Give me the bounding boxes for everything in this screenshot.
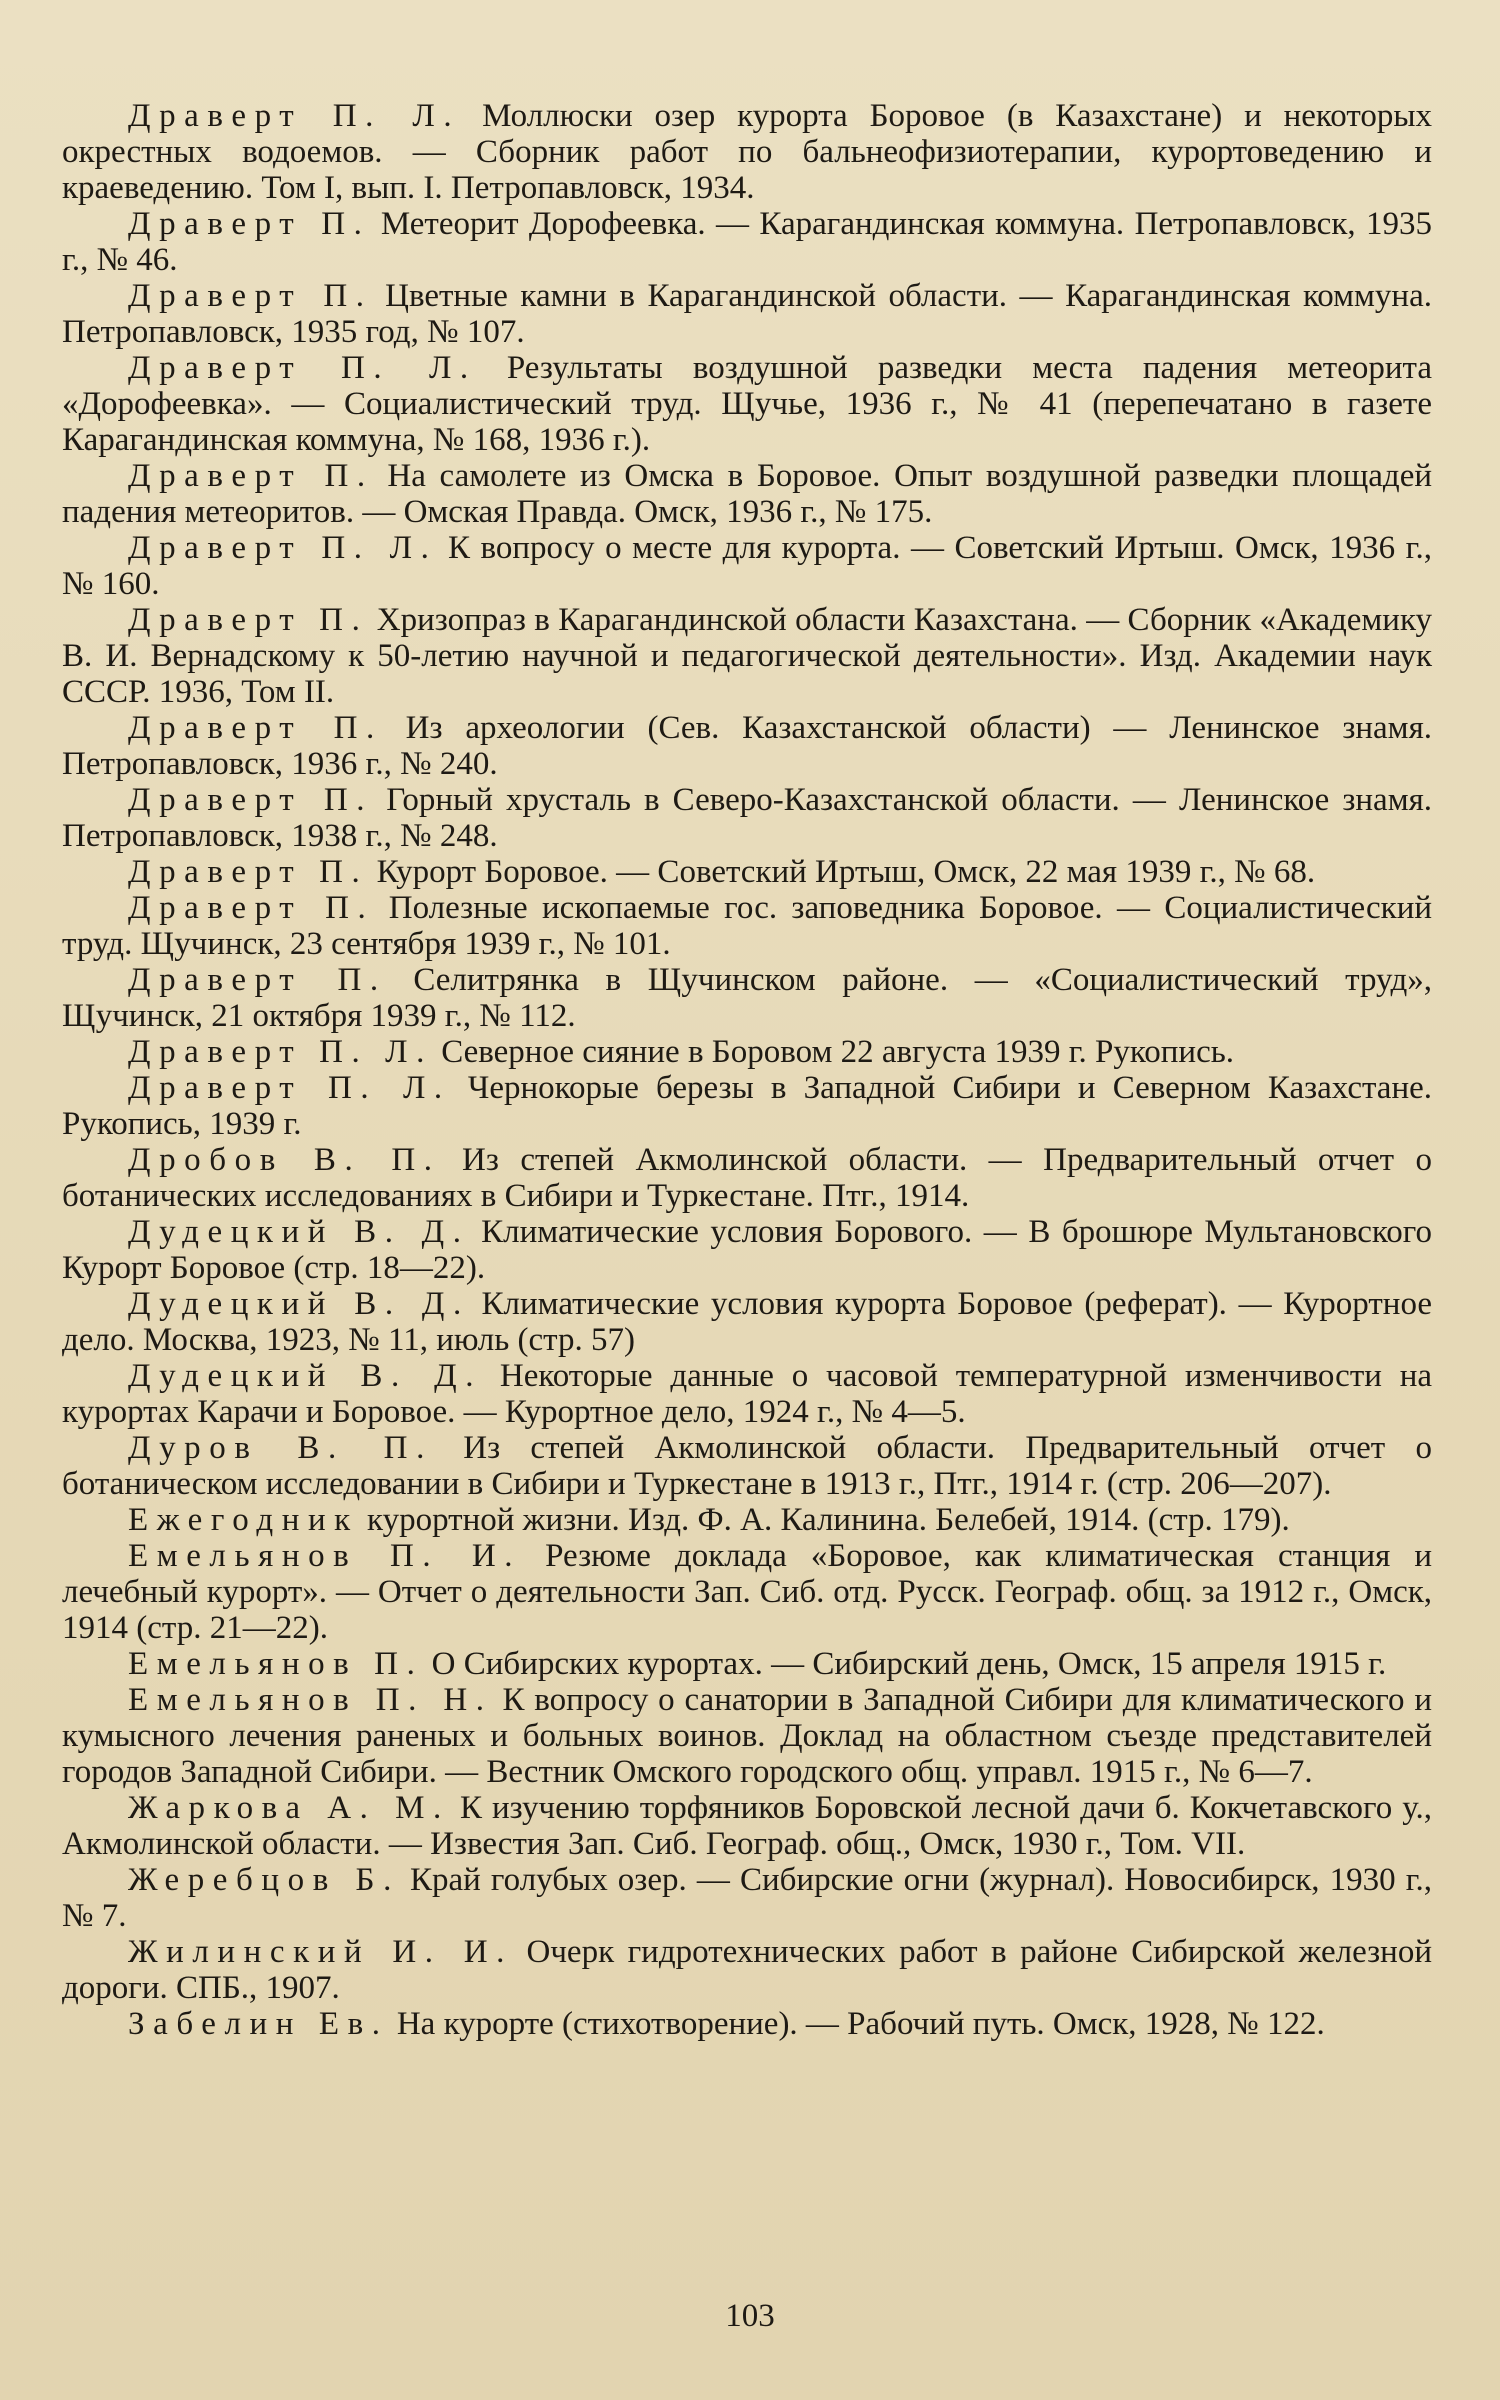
bibliography-entry xyxy=(62,1502,1432,1538)
bibliography-entry xyxy=(62,1682,1432,1790)
entry-text: Цветные камни в Карагандинской области. — Карагандинская коммуна. Петропавловск, 1935 год, № 107. xyxy=(62,278,1432,350)
entry-text: Курорт Боровое. — Советский Иртыш, Омск, 22 мая 1939 г., № 68. xyxy=(376,854,1316,890)
entry-text: Селитрянка в Щучинском районе. — «Социалистический труд», Щучинск, 21 октября 1939 г., № 112. xyxy=(62,962,1433,1034)
entry-text: Из степей Акмолинской области. — Предварительный отчет о ботанических исследованиях в Сибири и Туркестане. Птг., 1914. xyxy=(62,1142,1433,1214)
entry-author: Емельянов П. И. xyxy=(128,1538,522,1574)
entry-author: Жеребцов Б. xyxy=(128,1862,400,1898)
entry-text: К изучению торфяников Боровской лесной дачи б. Кокчетавского у., Акмолинской области. — Известия Зап. Сиб. Географ. общ., Омск, 1930 г., Том. VII. xyxy=(62,1790,1432,1862)
entry-author: Драверт П. xyxy=(128,278,373,314)
entry-text: Климатические условия Борового. — В брошюре Мультановского Курорт Боровое (стр. 18—22). xyxy=(62,1214,1433,1286)
entry-author: Драверт П. Л. xyxy=(128,1034,433,1070)
bibliography-entry xyxy=(62,530,1432,602)
bibliography-entry xyxy=(62,1862,1432,1934)
entry-text: курортной жизни. Изд. Ф. А. Калинина. Белебей, 1914. (стр. 179). xyxy=(367,1502,1290,1538)
bibliography-entry xyxy=(62,458,1432,530)
bibliography-entry xyxy=(62,1142,1432,1214)
bibliography-entry xyxy=(62,98,1432,206)
entry-text: Из степей Акмолинской области. Предварительный отчет о ботаническом исследовании в Сибири и Туркестане в 1913 г., Птг., 1914 г. (стр. 206—207). xyxy=(62,1430,1432,1502)
entry-text: Из археологии (Сев. Казахстанской области) — Ленинское знамя. Петропавловск, 1936 г., № 240. xyxy=(62,710,1432,782)
entry-author: Драверт П. xyxy=(128,854,369,890)
entry-author: Драверт П. Л. xyxy=(128,98,461,134)
bibliography-entry xyxy=(62,782,1432,854)
bibliography-entry xyxy=(62,1538,1432,1646)
entry-author: Драверт П. Л. xyxy=(128,350,477,386)
entry-text: Полезные ископаемые гос. заповедника Боровое. — Социалистический труд. Щучинск, 23 сентября 1939 г., № 101. xyxy=(62,890,1433,962)
bibliography-entry xyxy=(62,1934,1432,2006)
entry-author: Драверт П. Л. xyxy=(128,530,438,566)
bibliography-entry xyxy=(62,1214,1432,1286)
entry-text: На курорте (стихотворение). — Рабочий путь. Омск, 1928, № 122. xyxy=(396,2006,1325,2042)
entry-text: На самолете из Омска в Боровое. Опыт воздушной разведки площадей падения метеоритов. — Омская Правда. Омск, 1936 г., № 175. xyxy=(62,458,1433,530)
entry-author: Дробов В. П. xyxy=(128,1142,441,1178)
entry-author: Жаркова А. М. xyxy=(128,1790,450,1826)
entry-text: Хризопраз в Карагандинской области Казахстана. — Сборник «Академику В. И. Вернадскому к 50-летию научной и педагогической деятельнoсти». Изд. Академии наук СССР. 1936, Том II. xyxy=(62,602,1433,710)
bibliography-entry xyxy=(62,206,1432,278)
entry-text: Метеорит Дорофеевка. — Карагандинская коммуна. Петропавловск, 1935 г., № 46. xyxy=(62,206,1432,278)
entry-author: Дудецкий В. Д. xyxy=(128,1286,470,1322)
bibliography-entry xyxy=(62,962,1432,1034)
entry-author: Забелин Ев. xyxy=(128,2006,389,2042)
bibliography-entry xyxy=(62,1790,1432,1862)
entry-author: Ежегодник xyxy=(128,1502,359,1538)
bibliography-list xyxy=(62,98,1432,2042)
entry-author: Дудецкий В. Д. xyxy=(128,1358,483,1394)
entry-text: Очерк гидротехнических работ в районе Сибирской железной дороги. СПБ., 1907. xyxy=(62,1934,1433,2006)
entry-author: Драверт П. xyxy=(128,602,369,638)
bibliography-entry xyxy=(62,278,1432,350)
entry-text: Северное сияние в Боровом 22 августа 1939 г. Рукопись. xyxy=(441,1034,1235,1070)
bibliography-entry xyxy=(62,854,1432,890)
entry-text: Горный хрусталь в Северо-Казахстанской области. — Ленинское знамя. Петропавловск, 1938 г., № 248. xyxy=(62,782,1433,854)
entry-text: Моллюски озер курорта Боровое (в Казахстане) и некоторых окрестных водоемов. — Сборник работ по бальнеофизиотерапии, курортоведению и краеведению. Том I, вып. I. Петропавловск, 1934. xyxy=(62,98,1433,206)
bibliography-entry xyxy=(62,1358,1432,1430)
entry-author: Драверт П. Л. xyxy=(128,1070,451,1106)
entry-text: К вопросу о месте для курорта. — Советский Иртыш. Омск, 1936 г., № 160. xyxy=(62,530,1433,602)
entry-author: Драверт П. xyxy=(128,458,374,494)
entry-author: Драверт П. xyxy=(128,962,387,998)
entry-author: Емельянов П. xyxy=(128,1646,424,1682)
entry-author: Жилинский И. И. xyxy=(128,1934,513,1970)
entry-author: Драверт П. xyxy=(128,710,383,746)
bibliography-entry xyxy=(62,1286,1432,1358)
entry-text: Резюме доклада «Боровое, как климатическая станция и лечебный курорт». — Отчет о деятельности Зап. Сиб. отд. Русск. Географ. общ. за 1912 г., Омск, 1914 (стр. 21—22). xyxy=(62,1538,1432,1646)
entry-author: Дуров В. П. xyxy=(128,1430,433,1466)
bibliography-entry xyxy=(62,1070,1432,1142)
entry-text: Результаты воздушной разведки места падения метеорита «Дорофеевка». — Социалистический труд. Щучье, 1936 г., № 41 (перепечатано в газете Карагандинская коммуна, № 168, 1936 г.). xyxy=(62,350,1432,458)
page-number: 103 xyxy=(725,2298,775,2334)
entry-text: Чернокорые березы в Западной Сибири и Северном Казахстане. Рукопись, 1939 г. xyxy=(62,1070,1433,1142)
entry-text: О Сибирских курортах. — Сибирский день, Омск, 15 апреля 1915 г. xyxy=(431,1646,1387,1682)
bibliography-entry xyxy=(62,350,1432,458)
bibliography-entry xyxy=(62,1646,1432,1682)
entry-author: Емельянов П. Н. xyxy=(128,1682,493,1718)
entry-text: К вопросу о санатории в Западной Сибири для климатического и кумысного лечения раненых и больных воинов. Доклад на областном съезде представителей городов Западной Сибири. — Вестник Омского городского общ. управл. 1915 г., № 6—7. xyxy=(62,1682,1432,1790)
bibliography-entry xyxy=(62,602,1432,710)
entry-author: Драверт П. xyxy=(128,206,371,242)
entry-author: Дудецкий В. Д. xyxy=(128,1214,470,1250)
entry-author: Драверт П. xyxy=(128,782,374,818)
entry-author: Драверт П. xyxy=(128,890,375,926)
bibliography-entry xyxy=(62,710,1432,782)
entry-text: Край голубых озер. — Сибирские огни (журнал). Новосибирск, 1930 г., № 7. xyxy=(62,1862,1433,1934)
entry-text: Некоторые данные о часовой температурной изменчивости на курортах Карачи и Боровое. — Курортное дело, 1924 г., № 4—5. xyxy=(62,1358,1432,1430)
bibliography-entry xyxy=(62,1034,1432,1070)
entry-text: Климатические условия курорта Боровое (реферат). — Курортное дело. Москва, 1923, № 11, июль (стр. 57) xyxy=(62,1286,1432,1358)
bibliography-entry xyxy=(62,2006,1432,2042)
bibliography-entry xyxy=(62,890,1432,962)
bibliography-entry xyxy=(62,1430,1432,1502)
